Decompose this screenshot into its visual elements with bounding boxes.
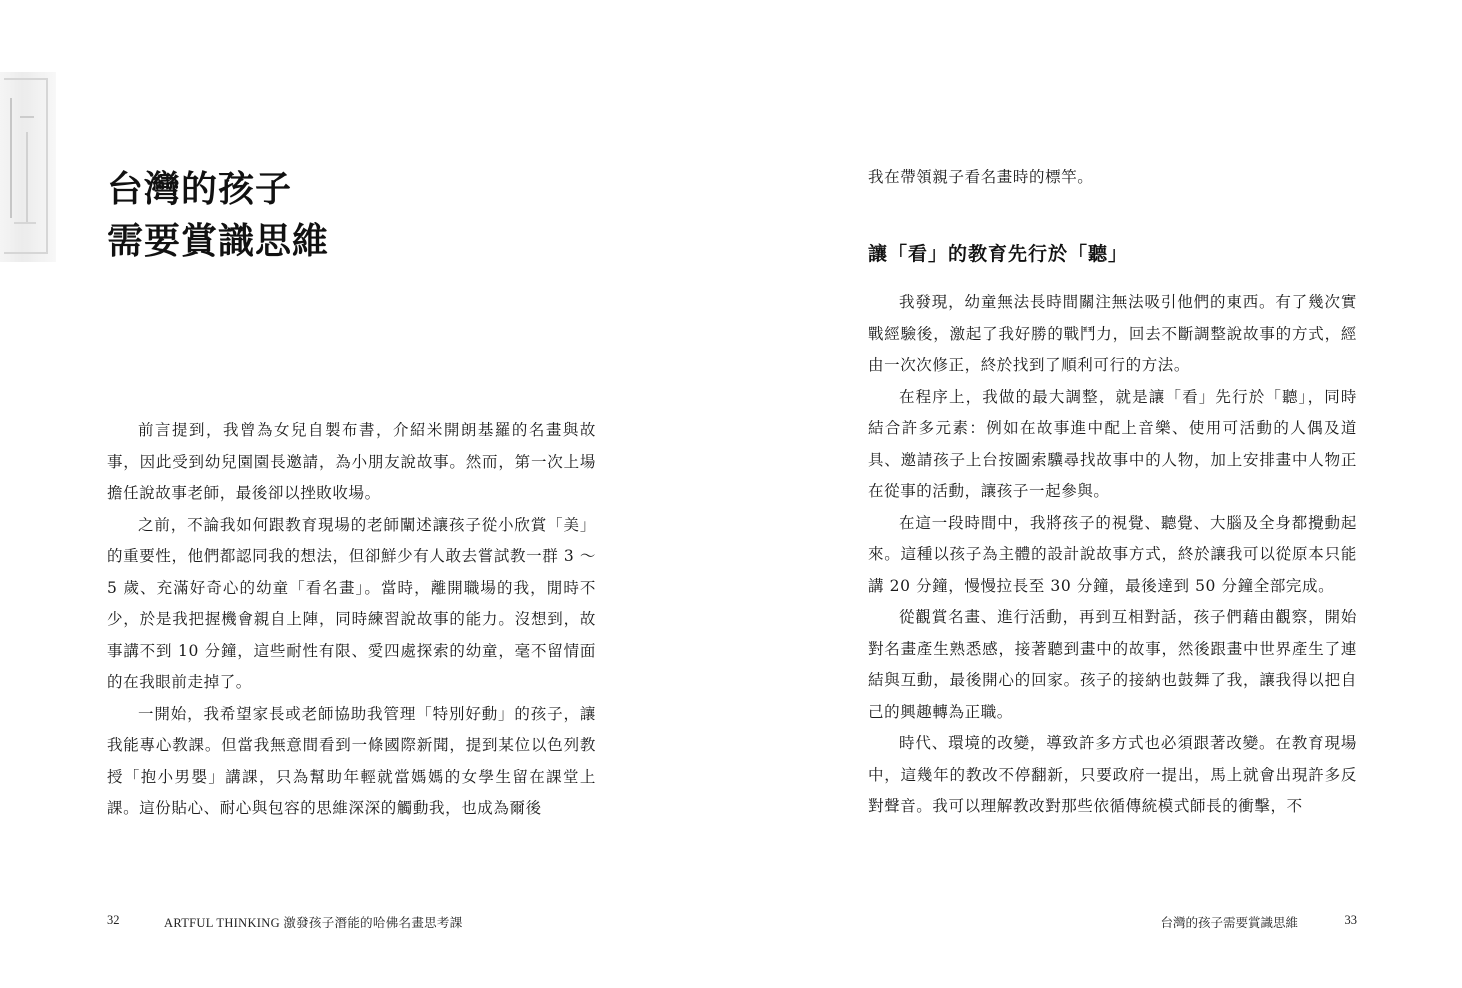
chapter-title-line-2: 需要賞識思維 — [107, 220, 330, 262]
paragraph: 從觀賞名畫、進行活動，再到互相對話，孩子們藉由觀察，開始對名畫產生熟悉感，接著聽到畫中的故事，然後跟畫中世界產生了連結與互動，最後開心的回家。孩子的接納也鼓舞了我，讓我得以把自己的興趣轉為正職。 — [868, 608, 1357, 721]
page-number-left: 32 — [107, 913, 120, 927]
paragraph: 在程序上，我做的最大調整，就是讓「看」先行於「聽」，同時結合許多元素：例如在故事進中配上音樂、使用可活動的人偶及道具、邀請孩子上台按圖索驥尋找故事中的人物，加上安排畫中人物正在從事的活動，讓孩子一起參與。 — [868, 387, 1357, 500]
right-opening-text — [868, 162, 1357, 194]
section-heading: 讓「看」的教育先行於「聽」 — [868, 243, 1129, 265]
running-head-right: 台灣的孩子需要賞識思維 — [1160, 916, 1298, 930]
paragraph: 時代、環境的改變，導致許多方式也必須跟著改變。在教育現場中，這幾年的教改不停翻新，只要政府一提出，馬上就會出現許多反對聲音。我可以理解教改對那些依循傳統模式師長的衝擊，不 — [868, 734, 1357, 815]
chapter-photo-fragment — [0, 72, 56, 262]
running-head-left: ARTFUL THINKING 激發孩子潛能的哈佛名畫思考課 — [164, 916, 463, 930]
right-page — [731, 0, 1462, 988]
chapter-title — [107, 163, 329, 267]
chapter-title-line-1: 台灣的孩子 — [107, 168, 293, 210]
page-number-right: 33 — [1344, 913, 1357, 927]
paragraph: 前言提到，我曾為女兒自製布書，介紹米開朗基羅的名畫與故事，因此受到幼兒園園長邀請，為小朋友說故事。然而，第一次上場擔任說故事老師，最後卻以挫敗收場。 — [107, 421, 596, 502]
left-body-text — [107, 415, 596, 825]
paragraph: 之前，不論我如何跟教育現場的老師闡述讓孩子從小欣賞「美」的重要性，他們都認同我的想法，但卻鮮少有人敢去嘗試教一群 3 〜 5 歲、充滿好奇心的幼童「看名畫」。當時，離開職場的我，閒時不少，於是我把握機會親自上陣，同時練習說故事的能力。沒想到，故事講不到 10 分鐘，這些耐性有限、愛四處探索的幼童，毫不留情面的在我眼前走掉了。 — [107, 515, 596, 691]
paragraph: 在這一段時間中，我將孩子的視覺、聽覺、大腦及全身都攪動起來。這種以孩子為主體的設計說故事方式，終於讓我可以從原本只能講 20 分鐘，慢慢拉長至 30 分鐘，最後達到 50 分鐘全部完成。 — [868, 513, 1357, 595]
right-body-text — [868, 287, 1357, 823]
paragraph: 我發現，幼童無法長時間關注無法吸引他們的東西。有了幾次實戰經驗後，激起了我好勝的戰鬥力，回去不斷調整說故事的方式，經由一次次修正，終於找到了順利可行的方法。 — [868, 293, 1357, 374]
continued-line: 我在帶領親子看名畫時的標竿。 — [868, 168, 1094, 186]
paragraph: 一開始，我希望家長或老師協助我管理「特別好動」的孩子，讓我能專心教課。但當我無意間看到一條國際新聞，提到某位以色列教授「抱小男嬰」講課，只為幫助年輕就當媽媽的女學生留在課堂上課。這份貼心、耐心與包容的思維深深的觸動我，也成為爾後 — [107, 704, 596, 817]
